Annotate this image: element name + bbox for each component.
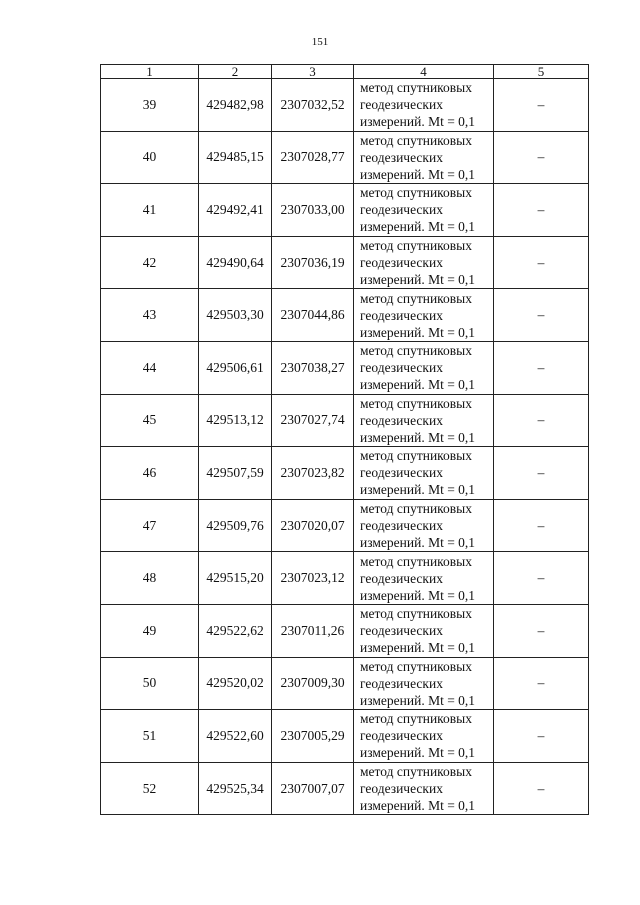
note-cell: – <box>494 447 589 500</box>
point-number-cell: 45 <box>101 394 199 447</box>
page-number: 151 <box>311 36 329 48</box>
method-cell <box>354 289 494 342</box>
x-coordinate-cell: 429509,76 <box>199 499 272 552</box>
method-line: измерений. Mt = 0,1 <box>360 377 476 393</box>
method-cell <box>354 394 494 447</box>
note-cell: – <box>494 79 589 132</box>
x-coordinate-cell: 429515,20 <box>199 552 272 605</box>
note-cell: – <box>494 499 589 552</box>
note-cell: – <box>494 657 589 710</box>
note-cell: – <box>494 394 589 447</box>
method-line: измерений. Mt = 0,1 <box>360 324 476 340</box>
table-row <box>101 394 589 447</box>
note-cell: – <box>494 341 589 394</box>
method-line: измерений. Mt = 0,1 <box>360 798 476 814</box>
method-cell <box>354 552 494 605</box>
method-line: геодезических <box>360 518 443 534</box>
method-line: измерений. Mt = 0,1 <box>360 166 476 182</box>
y-coordinate-cell: 2307009,30 <box>272 657 354 710</box>
method-line: метод спутниковых <box>360 238 472 254</box>
method-line: измерений. Mt = 0,1 <box>360 535 476 551</box>
point-number-cell: 40 <box>101 131 199 184</box>
header-col-4: 4 <box>354 65 494 79</box>
method-cell <box>354 657 494 710</box>
method-cell <box>354 762 494 815</box>
method-line: измерений. Mt = 0,1 <box>360 587 476 603</box>
x-coordinate-cell: 429522,62 <box>199 604 272 657</box>
header-col-3: 3 <box>272 65 354 79</box>
coordinates-table <box>100 64 589 815</box>
method-cell <box>354 131 494 184</box>
table-body <box>101 79 589 815</box>
method-line: метод спутниковых <box>360 185 472 201</box>
table-row <box>101 79 589 132</box>
method-line: метод спутниковых <box>360 343 472 359</box>
method-line: метод спутниковых <box>360 132 472 148</box>
note-cell: – <box>494 184 589 237</box>
point-number-cell: 44 <box>101 341 199 394</box>
method-line: геодезических <box>360 307 443 323</box>
point-number-cell: 52 <box>101 762 199 815</box>
method-line: геодезических <box>360 412 443 428</box>
x-coordinate-cell: 429522,60 <box>199 710 272 763</box>
table-row <box>101 762 589 815</box>
table-row <box>101 552 589 605</box>
method-line: измерений. Mt = 0,1 <box>360 219 476 235</box>
method-cell <box>354 447 494 500</box>
y-coordinate-cell: 2307005,29 <box>272 710 354 763</box>
method-line: геодезических <box>360 465 443 481</box>
method-line: геодезических <box>360 781 443 797</box>
x-coordinate-cell: 429482,98 <box>199 79 272 132</box>
y-coordinate-cell: 2307036,19 <box>272 236 354 289</box>
point-number-cell: 47 <box>101 499 199 552</box>
method-line: метод спутниковых <box>360 658 472 674</box>
note-cell: – <box>494 289 589 342</box>
x-coordinate-cell: 429520,02 <box>199 657 272 710</box>
y-coordinate-cell: 2307032,52 <box>272 79 354 132</box>
method-cell <box>354 710 494 763</box>
table-row <box>101 236 589 289</box>
method-line: измерений. Mt = 0,1 <box>360 482 476 498</box>
method-line: измерений. Mt = 0,1 <box>360 640 476 656</box>
method-line: измерений. Mt = 0,1 <box>360 114 476 130</box>
method-line: геодезических <box>360 728 443 744</box>
method-cell <box>354 341 494 394</box>
table-row <box>101 341 589 394</box>
header-col-2: 2 <box>199 65 272 79</box>
point-number-cell: 46 <box>101 447 199 500</box>
note-cell: – <box>494 710 589 763</box>
header-col-1: 1 <box>101 65 199 79</box>
method-line: геодезических <box>360 149 443 165</box>
y-coordinate-cell: 2307028,77 <box>272 131 354 184</box>
method-line: геодезических <box>360 570 443 586</box>
table-row <box>101 131 589 184</box>
table-row <box>101 657 589 710</box>
x-coordinate-cell: 429485,15 <box>199 131 272 184</box>
table-row <box>101 710 589 763</box>
method-line: геодезических <box>360 623 443 639</box>
point-number-cell: 43 <box>101 289 199 342</box>
header-col-5: 5 <box>494 65 589 79</box>
header-row <box>101 65 589 79</box>
x-coordinate-cell: 429490,64 <box>199 236 272 289</box>
y-coordinate-cell: 2307038,27 <box>272 341 354 394</box>
point-number-cell: 49 <box>101 604 199 657</box>
table-row <box>101 604 589 657</box>
point-number-cell: 48 <box>101 552 199 605</box>
y-coordinate-cell: 2307020,07 <box>272 499 354 552</box>
point-number-cell: 41 <box>101 184 199 237</box>
table-row <box>101 184 589 237</box>
y-coordinate-cell: 2307033,00 <box>272 184 354 237</box>
method-line: метод спутниковых <box>360 711 472 727</box>
method-line: геодезических <box>360 202 443 218</box>
note-cell: – <box>494 236 589 289</box>
x-coordinate-cell: 429503,30 <box>199 289 272 342</box>
table-row <box>101 447 589 500</box>
y-coordinate-cell: 2307011,26 <box>272 604 354 657</box>
method-line: метод спутниковых <box>360 80 472 96</box>
y-coordinate-cell: 2307023,82 <box>272 447 354 500</box>
x-coordinate-cell: 429492,41 <box>199 184 272 237</box>
note-cell: – <box>494 552 589 605</box>
method-line: геодезических <box>360 97 443 113</box>
method-line: измерений. Mt = 0,1 <box>360 692 476 708</box>
method-line: метод спутниковых <box>360 395 472 411</box>
method-line: метод спутниковых <box>360 290 472 306</box>
table-row <box>101 499 589 552</box>
y-coordinate-cell: 2307044,86 <box>272 289 354 342</box>
method-line: метод спутниковых <box>360 764 472 780</box>
method-line: измерений. Mt = 0,1 <box>360 272 476 288</box>
x-coordinate-cell: 429525,34 <box>199 762 272 815</box>
method-cell <box>354 604 494 657</box>
method-line: геодезических <box>360 255 443 271</box>
x-coordinate-cell: 429506,61 <box>199 341 272 394</box>
method-line: геодезических <box>360 675 443 691</box>
method-line: геодезических <box>360 360 443 376</box>
method-cell <box>354 184 494 237</box>
x-coordinate-cell: 429507,59 <box>199 447 272 500</box>
method-line: метод спутниковых <box>360 501 472 517</box>
method-line: измерений. Mt = 0,1 <box>360 745 476 761</box>
table-row <box>101 289 589 342</box>
table-header <box>101 65 589 79</box>
x-coordinate-cell: 429513,12 <box>199 394 272 447</box>
method-cell <box>354 79 494 132</box>
point-number-cell: 51 <box>101 710 199 763</box>
method-line: измерений. Mt = 0,1 <box>360 429 476 445</box>
note-cell: – <box>494 604 589 657</box>
point-number-cell: 39 <box>101 79 199 132</box>
point-number-cell: 50 <box>101 657 199 710</box>
method-cell <box>354 499 494 552</box>
point-number-cell: 42 <box>101 236 199 289</box>
method-line: метод спутниковых <box>360 606 472 622</box>
note-cell: – <box>494 762 589 815</box>
note-cell: – <box>494 131 589 184</box>
method-line: метод спутниковых <box>360 553 472 569</box>
method-cell <box>354 236 494 289</box>
y-coordinate-cell: 2307007,07 <box>272 762 354 815</box>
y-coordinate-cell: 2307027,74 <box>272 394 354 447</box>
y-coordinate-cell: 2307023,12 <box>272 552 354 605</box>
method-line: метод спутниковых <box>360 448 472 464</box>
